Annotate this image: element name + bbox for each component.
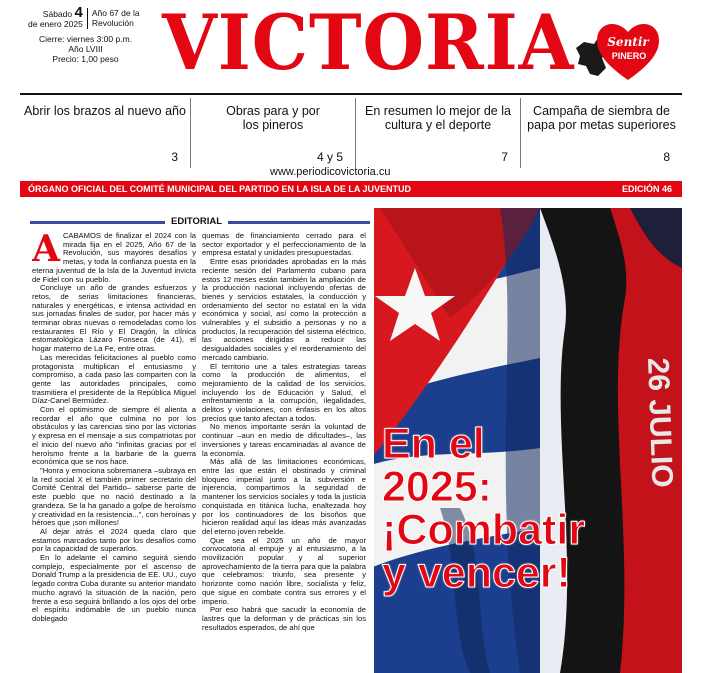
day-number: 4 (74, 4, 83, 21)
seal-text-pinero: PINERO (611, 51, 647, 61)
issue-date (28, 4, 88, 29)
editorial-paragraph: Entre esas prioridades aprobadas en la más reciente sesión del Parlamento cubano para estos 12 meses están también la ampliación de la producción nacional incluyendo ofertas de bienes y servicios estatales, la conducción y ordenamiento del sector no estatal en la vida económica y social, así como la protección a vulnerables y el subsidio a personas y no a productos, la recuperación del sistema eléctrico, las acciones dirigidas a reducir las desigualdades sociales y el reordenamiento del mercado cambiario. (202, 257, 366, 362)
editorial-paragraph: "Honra y emociona sobremanera –subraya en la red social X el también primer secretario del Comité Central del Partido– saberse parte de este pueblo que no nació destinado a la grandeza. Se la ha ganado a golpe de heroísmo y creatividad en la resistencia...", con heroínas y héroes que ¡son millones! (32, 465, 196, 528)
revolution-year (88, 8, 140, 28)
teaser-page: 4 y 5 (316, 150, 343, 164)
year-line-1: Año 67 de la (91, 8, 140, 18)
headline-line: En el (382, 420, 485, 468)
teaser-item[interactable] (20, 98, 190, 168)
teaser-title: Abrir los brazos al nuevo año (24, 104, 186, 118)
website-link[interactable]: www.periodicovictoria.cu (270, 166, 391, 178)
masthead-rule (20, 93, 682, 95)
teaser-item[interactable] (190, 98, 355, 168)
teaser-title: En resumen lo mejor de la cultura y el deporte (365, 104, 511, 132)
editorial-column-2 (202, 232, 366, 673)
teaser-page: 3 (171, 150, 178, 164)
banner-text: ÓRGANO OFICIAL DEL COMITÉ MUNICIPAL DEL PARTIDO EN LA ISLA DE LA JUVENTUD (28, 184, 412, 194)
closing-time: Cierre: viernes 3:00 p.m. (38, 34, 133, 44)
paragraph-text: CABAMOS de finalizar el 2024 con la mirada fija en el 2025, Año 67 de la Revolución, sus mayores desafíos y metas, y toda la confianza puesta en la eterna juventud de la Isla de la Juventud invicta de Fidel con su pueblo. (32, 232, 196, 284)
editorial-header (30, 216, 370, 228)
volume: Año LVIII (68, 44, 103, 54)
day-name: Sábado (42, 9, 73, 19)
editorial-paragraph: Concluye un año de grandes esfuerzos y retos, de serias limitaciones financieras, naturales y energéticas, e intensa actividad en sus jornadas finales de sudor, por hacer más y terminar obras nuevas o remodeladas como los restaurantes El Río y El Dragón, la clínica estomatológica Lázaro Fonseca (de 41), el hogar materno de La Fe, entre otras. (32, 283, 196, 354)
seal-text-sentir: Sentir (607, 35, 649, 49)
date-rest: de enero 2025 (28, 19, 83, 29)
teaser-item[interactable] (520, 98, 682, 168)
editorial-paragraph: quemas de financiamiento cerrado para el sector exportador y el perfeccionamiento de la empresa estatal y unidades presupuestadas. (202, 232, 366, 258)
newspaper-logo[interactable]: VICTORIA (162, 0, 575, 87)
editorial-paragraph: Por eso habrá que sacudir la economía de lastres que la deforman y de prácticas sin los resultados esperados, de ahí que (202, 605, 366, 632)
year-line-2: Revolución (91, 18, 134, 28)
teaser-page: 7 (501, 150, 508, 164)
headline-line: y vencer! (382, 549, 571, 597)
editorial-label: EDITORIAL (165, 216, 228, 228)
editorial-paragraph: El territorio une a tales estrategias tareas como la producción de alimentos, el mejoramiento de la calidad de los servicios, incluyendo los de Educación y Salud, el enfrentamiento a la corrupción, ilegalidades, delitos y violaciones, con énfasis en los altos precios que tanto afectan a todos. (202, 361, 366, 423)
teaser-item[interactable] (355, 98, 520, 168)
issue-info (28, 4, 168, 64)
editorial-paragraph: Las merecidas felicitaciones al pueblo como protagonista multiplican el entusiasmo y compromiso, a cada paso las comparten con la gente las autoridades principales, como trasmitiera el presidente de la República Miguel Díaz-Canel Bermúdez. (32, 352, 196, 406)
issue-meta (28, 34, 143, 64)
edition-number: EDICIÓN 46 (621, 184, 672, 194)
front-page-main (20, 208, 682, 673)
sentir-pinero-seal-icon (572, 14, 668, 86)
editorial-paragraph: En lo adelante el camino seguirá siendo complejo, especialmente por el ascenso de Donald Trump a la presidencia de EE. UU., cuyo legado contra Cuba durante su anterior mandato mucho agravó la situación de la nación, pero frente a eso seguirá brillando a los ojos del orbe el espíritu indómable de un pueblo nunca doblegado (32, 553, 196, 623)
editorial-paragraph: Más allá de las limitaciones económicas, entre las que están el obstinado y criminal bloqueo imperial junto a la subversión e injerencia, compartimos la seguridad de mantener los servicios sociales y toda la justicia conquistada en titánica lucha, enaltezada hoy por los continuadores de los bisoños que hicieron realidad aquí las ideas más avanzadas del eterno joven rebelde. (202, 457, 366, 536)
masthead (0, 0, 703, 92)
teaser-page: 8 (663, 150, 670, 164)
main-headline[interactable] (382, 420, 682, 597)
teaser-title: Campaña de siembra de papa por metas superiores (527, 104, 676, 132)
editorial-paragraph: Con el optimismo de siempre él alienta a recordar el año que culmina no por los obstáculos y las carencias sino por las victorias y expresa en el mensaje a sus compatriotas por el inicio del nuevo año "infinitas gracias por el heroísmo frente a la barbarie de la guerra económica que se nos hace. (32, 405, 196, 467)
official-organ-banner (20, 181, 682, 197)
flag-text-26-julio: 26 JULIO (641, 357, 679, 489)
editorial-paragraph (32, 232, 196, 284)
editorial-paragraph: Al dejar atrás el 2024 queda claro que estamos marcados tanto por los desafíos como por la capacidad de superarlos. (32, 526, 196, 554)
headline-line: ¡Combatir (382, 506, 586, 554)
editorial-paragraph: No menos importante serán la voluntad de continuar –aun en medio de dificultades–, las inversiones y tareas encaminadas al avance de la economía. (202, 422, 366, 458)
headline-line: 2025: (382, 463, 492, 511)
price: Precio: 1,00 peso (52, 54, 119, 64)
editorial-paragraph: Que sea el 2025 un año de mayor convocatoria al empuje y al entusiasmo, a la movilización popular y al superior aprovechamiento de la tierra para que la palabra que celebramos: triunfo, sea presente y horizonte como nación libre, socialista y feliz, que sigue en combate contra sus errores y el imperio. (202, 535, 366, 606)
dropcap: A (32, 232, 60, 270)
teaser-title: Obras para y por los pineros (226, 104, 320, 132)
editorial-column-1 (32, 232, 196, 673)
teaser-bar (20, 98, 682, 168)
